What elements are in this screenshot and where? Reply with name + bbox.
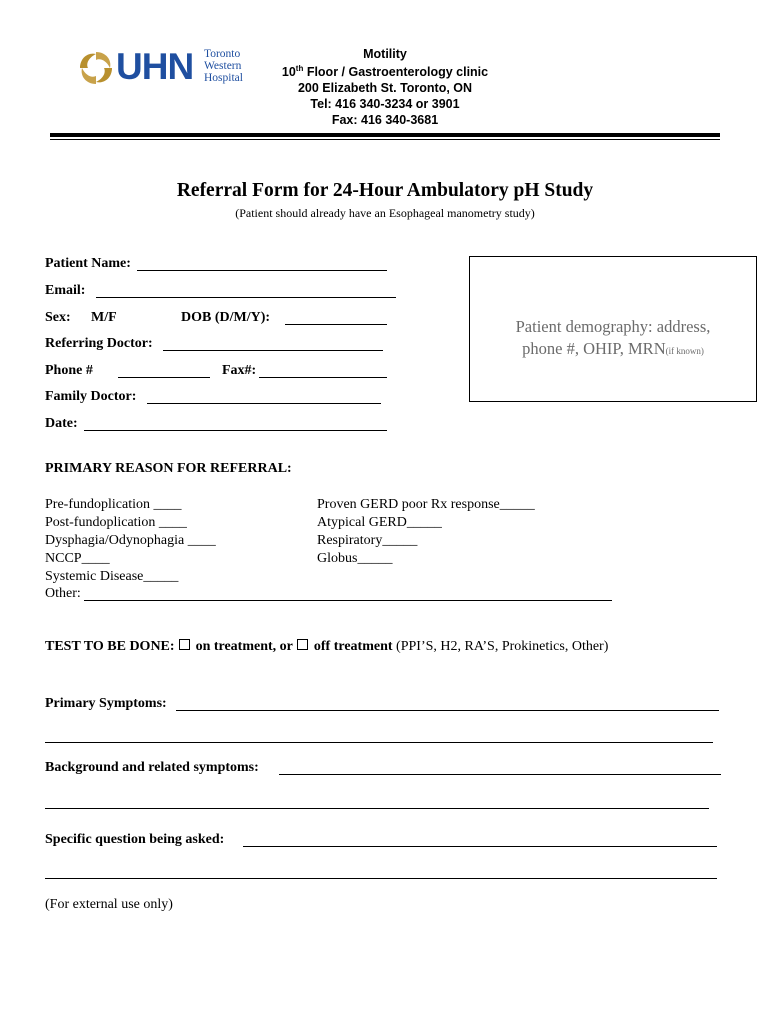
phone-label: Phone # — [45, 363, 93, 378]
dob-field[interactable] — [285, 324, 387, 325]
hospital-logo — [76, 44, 256, 90]
on-treatment-label: on treatment, or — [195, 639, 293, 654]
email-field[interactable] — [96, 297, 396, 298]
header-divider-thin — [50, 139, 720, 140]
reason-item[interactable]: NCCP____ — [45, 551, 110, 566]
date-field[interactable] — [84, 430, 387, 431]
reason-item[interactable]: Globus_____ — [317, 551, 393, 566]
specific-question-field-2[interactable] — [45, 878, 717, 879]
floor-text: Floor / Gastroenterology clinic — [303, 65, 489, 80]
test-row — [45, 639, 608, 655]
phone-field[interactable] — [118, 377, 210, 378]
off-treatment-label: off treatment — [313, 639, 393, 654]
patient-name-field[interactable] — [137, 270, 387, 271]
floor-suffix: th — [295, 64, 304, 73]
background-symptoms-field[interactable] — [279, 774, 721, 775]
off-treatment-checkbox[interactable] — [297, 639, 308, 650]
floor-number: 10 — [281, 65, 296, 80]
primary-symptoms-label: Primary Symptoms: — [45, 696, 167, 711]
logo-swirl-icon — [76, 48, 116, 88]
clinic-floor — [250, 64, 520, 79]
dept-name: Motility — [363, 47, 407, 61]
background-symptoms-field-2[interactable] — [45, 808, 709, 809]
reason-item[interactable]: Systemic Disease_____ — [45, 569, 179, 584]
background-symptoms-label: Background and related symptoms: — [45, 760, 259, 775]
form-subtitle: (Patient should already have an Esophageal manometry study) — [235, 206, 535, 220]
family-doctor-field[interactable] — [147, 403, 381, 404]
primary-symptoms-field[interactable] — [176, 710, 719, 711]
on-treatment-checkbox[interactable] — [179, 639, 190, 650]
clinic-address: 200 Elizabeth St. Toronto, ON — [297, 81, 473, 95]
clinic-tel: Tel: 416 340-3234 or 3901 — [310, 97, 460, 111]
reason-item[interactable]: Post-fundoplication ____ — [45, 515, 187, 530]
demography-line-1: Patient demography: address, — [515, 317, 711, 336]
specific-question-label: Specific question being asked: — [45, 832, 225, 847]
reason-list-right — [317, 496, 535, 568]
demography-line-2-text: phone #, OHIP, MRN — [522, 339, 666, 358]
family-doctor-label: Family Doctor: — [45, 389, 137, 404]
reason-list-left — [45, 496, 216, 586]
clinic-fax: Fax: 416 340-3681 — [331, 113, 439, 127]
demography-box[interactable] — [469, 256, 757, 402]
patient-name-label: Patient Name: — [45, 256, 131, 271]
demography-small: (if known) — [665, 346, 704, 356]
logo-subtext — [204, 48, 243, 84]
other-field[interactable] — [84, 600, 612, 601]
primary-symptoms-field-2[interactable] — [45, 742, 713, 743]
header-divider — [50, 133, 720, 137]
reason-item[interactable]: Dysphagia/Odynophagia ____ — [45, 533, 216, 548]
other-label: Other: — [45, 586, 81, 601]
test-label: TEST TO BE DONE: — [45, 639, 175, 654]
reason-item[interactable]: Respiratory_____ — [317, 533, 418, 548]
date-label: Date: — [45, 416, 78, 431]
logo-sub-line: Toronto — [204, 48, 241, 60]
reason-item[interactable]: Atypical GERD_____ — [317, 515, 442, 530]
logo-sub-line: Hospital — [204, 72, 243, 84]
dob-label: DOB (D/M/Y): — [181, 310, 271, 325]
logo-text: UHN — [116, 46, 194, 87]
fax-field[interactable] — [259, 377, 387, 378]
referring-doctor-field[interactable] — [163, 350, 383, 351]
referring-doctor-label: Referring Doctor: — [45, 336, 153, 351]
reason-item[interactable]: Proven GERD poor Rx response_____ — [317, 497, 535, 512]
demography-line-2 — [470, 339, 756, 359]
sex-label: Sex: — [45, 310, 71, 325]
specific-question-field[interactable] — [243, 846, 717, 847]
reason-item[interactable]: Pre-fundoplication ____ — [45, 497, 182, 512]
form-title: Referral Form for 24-Hour Ambulatory pH Study — [176, 180, 594, 201]
footer-note: (For external use only) — [45, 897, 173, 912]
reason-heading: PRIMARY REASON FOR REFERRAL: — [45, 461, 292, 476]
sex-value: M/F — [91, 310, 117, 325]
test-note: (PPI’S, H2, RA’S, Prokinetics, Other) — [396, 639, 609, 654]
logo-sub-line: Western — [204, 60, 242, 72]
email-label: Email: — [45, 283, 86, 298]
fax-label: Fax#: — [222, 363, 257, 378]
